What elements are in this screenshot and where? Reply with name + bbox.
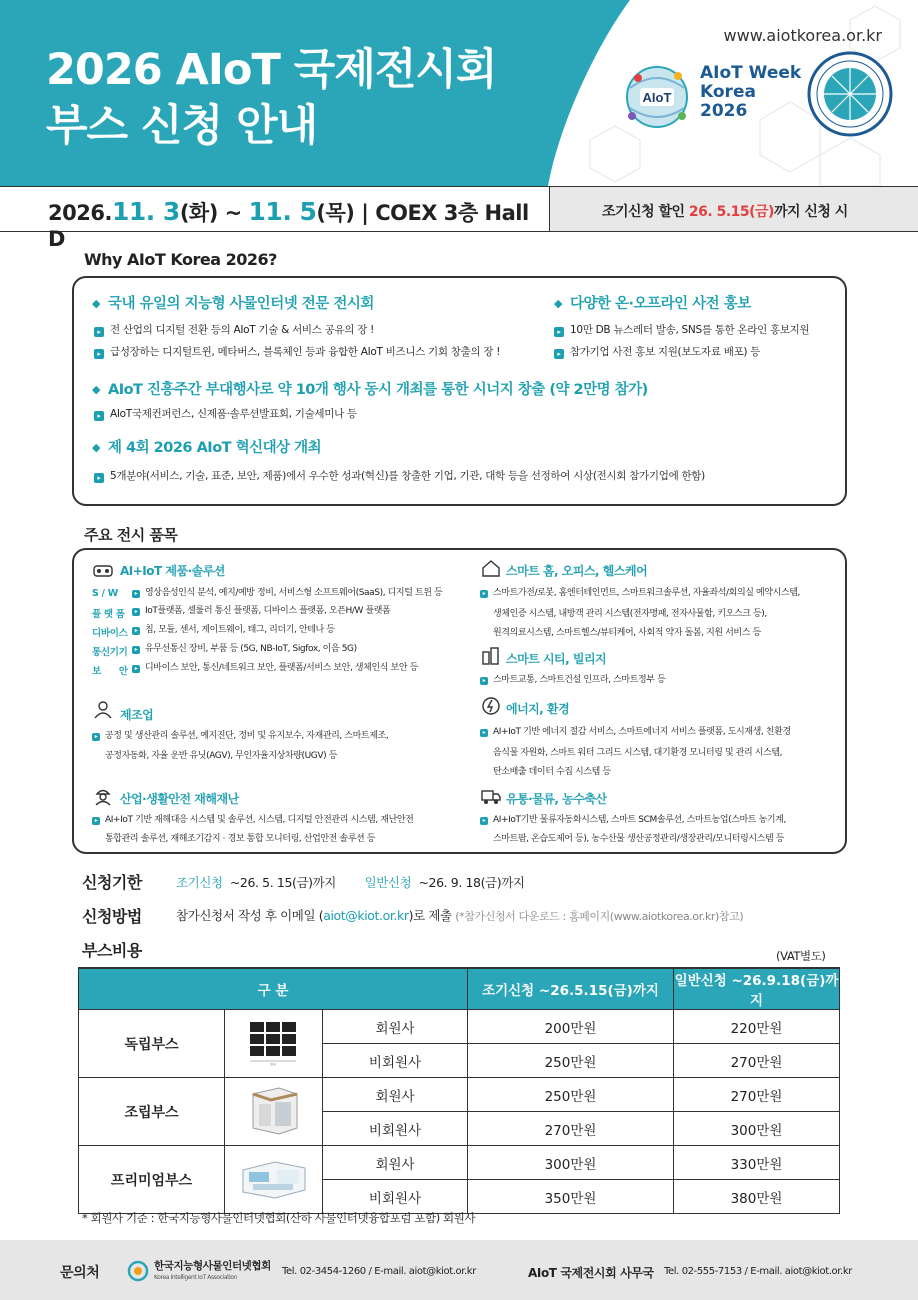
certified-exhibition-seal-icon — [806, 50, 894, 138]
aiot-globe-icon — [618, 58, 696, 136]
table-row — [79, 1010, 840, 1044]
normal-price: 380만원 — [674, 1180, 840, 1214]
contact-label: 문의처 — [60, 1265, 100, 1281]
early-price: 200만원 — [468, 1010, 674, 1044]
normal-price: 270만원 — [674, 1044, 840, 1078]
why-bullet: ▸ 10만 DB 뉴스레터 발송, SNS를 통한 온라인 홍보지원 — [554, 322, 809, 337]
category-smart-city: 스마트 시티, 빌리지 — [506, 652, 607, 666]
item-text: ▸ 스마트교통, 스마트건설 인프라, 스마트정부 등 — [480, 672, 665, 688]
booth-type: 조립부스 — [79, 1078, 225, 1146]
bullet-icon: ▸ — [480, 590, 488, 598]
items-box — [72, 548, 847, 854]
item-text: ▸ 영상음성인식 분석, 예지/예방 정비, 서비스형 소프트웨어(SaaS), 디지털 트윈 등 — [132, 585, 442, 601]
bullet-icon: ▸ — [92, 817, 100, 825]
category-ai-iot: AI+IoT 제품·솔루션 — [120, 564, 225, 578]
svg-text:3m: 3m — [269, 1061, 276, 1066]
item-text-cont: 음식물 자원화, 스마트 워터 그리드 시스템, 대기환경 모니터링 및 관리 시스템, — [493, 748, 783, 758]
energy-icon — [480, 696, 502, 716]
table-row — [79, 1146, 840, 1180]
booth-layout-icon — [244, 1018, 304, 1066]
bullet-icon: ▸ — [132, 627, 140, 635]
booth-image — [225, 1146, 323, 1214]
bullet-icon: ▸ — [554, 349, 564, 359]
event-date-venue: 2026.11. 3(화) ~ 11. 5(목) | COEX 3층 Hall D — [48, 197, 529, 251]
item-text-cont: 통합관리 솔루션, 재해조기감지 · 경보 통합 모니터링, 산업안전 솔루션 등 — [105, 834, 376, 844]
bullet-icon: ▸ — [94, 411, 104, 421]
footer — [0, 1240, 918, 1300]
item-label: 보 안 — [92, 666, 128, 677]
contact-2: Tel. 02-555-7153 / E-mail. aiot@kiot.or.kr — [664, 1266, 852, 1277]
deadline-text: 조기신청 ~26. 5. 15(금)까지 일반신청 ~26. 9. 18(금)까지 — [176, 875, 525, 890]
item-label: S / W — [92, 588, 118, 599]
logistics-icon — [480, 786, 502, 806]
contact-email-link[interactable]: aiot@kiot.or.kr — [323, 908, 409, 923]
contact-1: Tel. 02-3454-1260 / E-mail. aiot@kiot.or.kr — [282, 1266, 476, 1277]
bullet-icon: ▸ — [92, 733, 100, 741]
category-safety: 산업·생활안전 재해재난 — [120, 792, 239, 806]
svg-text:AIoT: AIoT — [642, 90, 672, 105]
early-price: 250만원 — [468, 1078, 674, 1112]
deadline-label: 신청기한 — [82, 873, 142, 892]
booth-price-table — [78, 967, 840, 1214]
why-bullet: ▸ AIoT국제컨퍼런스, 신제품·솔루션발표회, 기술세미나 등 — [94, 406, 357, 421]
vat-note: (VAT별도) — [776, 949, 826, 963]
category-smart-home: 스마트 홈, 오피스, 헬스케어 — [506, 564, 648, 578]
booth-image — [225, 1078, 323, 1146]
item-label: 디바이스 — [92, 628, 128, 639]
booth-type: 독립부스 — [79, 1010, 225, 1078]
booth-image — [225, 1010, 323, 1078]
why-heading-2: ◆ 다양한 온·오프라인 사전 홍보 — [554, 292, 751, 313]
member-type: 회원사 — [323, 1078, 468, 1112]
cost-label: 부스비용 — [82, 941, 142, 960]
item-text: ▸ AI+IoT 기반 에너지 절감 서비스, 스마트에너지 서비스 플랫폼, 도시재생, 친환경 — [480, 724, 791, 740]
premium-booth-icon — [239, 1156, 309, 1200]
method-text: 참가신청서 작성 후 이메일 (aiot@kiot.or.kr)로 제출 (*참가신청서 다운로드 : 홈페이지(www.aiotkorea.or.kr)참고) — [176, 908, 744, 923]
table-header: 구 분 — [79, 968, 468, 1010]
bullet-icon: ▸ — [480, 817, 488, 825]
early-price: 270만원 — [468, 1112, 674, 1146]
category-logistics: 유통·물류, 농수축산 — [506, 792, 607, 806]
item-label: 플 랫 폼 — [92, 609, 125, 620]
why-bullet: ▸ 전 산업의 디지털 전환 등의 AIoT 기술 & 서비스 공유의 장 ! — [94, 322, 374, 337]
item-text: ▸ 디바이스 보안, 통신/네트워크 보안, 플랫폼/서비스 보안, 생체인식 보안 등 — [132, 660, 418, 676]
table-header: 일반신청 ~26.9.18(금)까지 — [674, 968, 840, 1010]
table-header: 조기신청 ~26.5.15(금)까지 — [468, 968, 674, 1010]
why-heading-4: ◆ 제 4회 2026 AIoT 혁신대상 개최 — [92, 436, 321, 457]
bullet-icon: ▸ — [132, 608, 140, 616]
member-type: 회원사 — [323, 1010, 468, 1044]
item-label: 통신기기 — [92, 647, 128, 658]
bullet-icon: ▸ — [94, 349, 104, 359]
office-name: AIoT 국제전시회 사무국 — [528, 1266, 654, 1280]
item-text-cont: 생체인증 시스템, 내방객 관리 시스템(전자명패, 전자사물함, 키오스크 등), — [493, 609, 767, 619]
member-type: 비회원사 — [323, 1044, 468, 1078]
early-discount-notice: 조기신청 할인 26. 5.15(금)까지 신청 시 — [549, 187, 918, 231]
why-bullet: ▸ 5개분야(서비스, 기술, 표준, 보안, 제품)에서 우수한 성과(혁신)를 창출한 기업, 기관, 대학 등을 선정하여 시상(전시회 참가기업에 한함) — [94, 468, 705, 483]
bullet-icon: ▸ — [480, 677, 488, 685]
item-text: ▸ AI+IoT기반 물류자동화시스템, 스마트 SCM솔루션, 스마트농업(스마트 농기계, — [480, 812, 786, 828]
early-price: 350만원 — [468, 1180, 674, 1214]
item-text: ▸ 공정 및 생산관리 솔루션, 예지진단, 정비 및 유지보수, 자재관리, 스마트제조, — [92, 728, 388, 744]
why-section-title: Why AIoT Korea 2026? — [84, 250, 277, 269]
shell-booth-icon — [245, 1084, 303, 1136]
normal-price: 300만원 — [674, 1112, 840, 1146]
why-heading-1: ◆ 국내 유일의 지능형 사물인터넷 전문 전시회 — [92, 292, 374, 313]
safety-worker-icon — [92, 786, 114, 806]
header-banner — [0, 0, 918, 186]
bullet-icon: ▸ — [132, 665, 140, 673]
smart-home-icon — [480, 558, 502, 578]
normal-price: 270만원 — [674, 1078, 840, 1112]
member-type: 비회원사 — [323, 1112, 468, 1146]
bullet-icon: ▸ — [132, 646, 140, 654]
item-text-cont: 공정자동화, 자율 운반 유닛(AGV), 무인자율지상차량(UGV) 등 — [105, 751, 337, 761]
member-note: * 회원사 기준 : 한국지능형사물인터넷협회(산하 사물인터넷융합포럼 포함) 회원사 — [82, 1211, 476, 1225]
item-text: ▸ 칩, 모듈, 센서, 게이트웨이, 태그, 리더기, 안테나 등 — [132, 622, 335, 638]
aiot-week-korea-logo: AIoT Week Korea 2026 — [700, 63, 802, 121]
item-text-cont: 원격의료시스템, 스마트헬스/뷰티케어, 사회적 약자 돌봄, 지원 서비스 등 — [493, 628, 761, 638]
event-date-bar — [0, 186, 918, 251]
early-price: 250만원 — [468, 1044, 674, 1078]
item-text: ▸ IoT플랫폼, 셀룰러 통신 플랫폼, 디바이스 플랫폼, 오픈H/W 플랫폼 — [132, 603, 390, 619]
normal-price: 330만원 — [674, 1146, 840, 1180]
bullet-icon: ▸ — [554, 327, 564, 337]
item-text-cont: 스마트팜, 온습도제어 등), 농수산물 생산공정관리/생장관리/모니터링시스템 등 — [493, 834, 785, 844]
why-bullet: ▸ 참가기업 사전 홍보 지원(보도자료 배포) 등 — [554, 344, 760, 359]
table-row — [79, 1078, 840, 1112]
item-text: ▸ AI+IoT 기반 재해대응 시스템 및 솔루션, 시스템, 디지털 안전관리 시스템, 재난안전 — [92, 812, 413, 828]
bullet-icon: ▸ — [132, 590, 140, 598]
device-solution-icon — [92, 560, 114, 580]
method-label: 신청방법 — [82, 907, 142, 926]
manufacturing-icon — [92, 700, 114, 720]
items-section-title: 주요 전시 품목 — [84, 526, 178, 544]
category-energy: 에너지, 환경 — [506, 702, 570, 716]
member-type: 회원사 — [323, 1146, 468, 1180]
why-box — [72, 276, 847, 506]
smart-city-icon — [480, 646, 502, 666]
item-text-cont: 탄소배출 데이터 수집 시스템 등 — [493, 767, 611, 777]
item-text: ▸ 유무선통신 장비, 부품 등 (5G, NB-IoT, Sigfox, 이음 5G) — [132, 641, 357, 657]
normal-price: 220만원 — [674, 1010, 840, 1044]
page-title: 2026 AIoT 국제전시회 부스 신청 안내 — [46, 45, 497, 151]
bullet-icon: ▸ — [480, 729, 488, 737]
why-heading-3: ◆ AIoT 진흥주간 부대행사로 약 10개 행사 동시 개최를 통한 시너지 창출 (약 2만명 참가) — [92, 378, 648, 399]
kiot-logo-icon — [126, 1260, 150, 1282]
org-name: 한국지능형사물인터넷협회 Korea Intelligent IoT Association — [154, 1260, 271, 1281]
bullet-icon: ▸ — [94, 473, 104, 483]
table-header-row — [79, 968, 840, 1010]
item-text: ▸ 스마트가전/로봇, 홈엔터테인먼트, 스마트워크솔루션, 자율좌석/회의실 예약시스템, — [480, 585, 800, 601]
early-price: 300만원 — [468, 1146, 674, 1180]
bullet-icon: ▸ — [94, 327, 104, 337]
website-url[interactable]: www.aiotkorea.or.kr — [723, 26, 882, 45]
member-type: 비회원사 — [323, 1180, 468, 1214]
category-manufacturing: 제조업 — [120, 708, 154, 722]
booth-type: 프리미엄부스 — [79, 1146, 225, 1214]
why-bullet: ▸ 급성장하는 디지털트윈, 메타버스, 블록체인 등과 융합한 AIoT 비즈니스 기회 창출의 장 ! — [94, 344, 500, 359]
